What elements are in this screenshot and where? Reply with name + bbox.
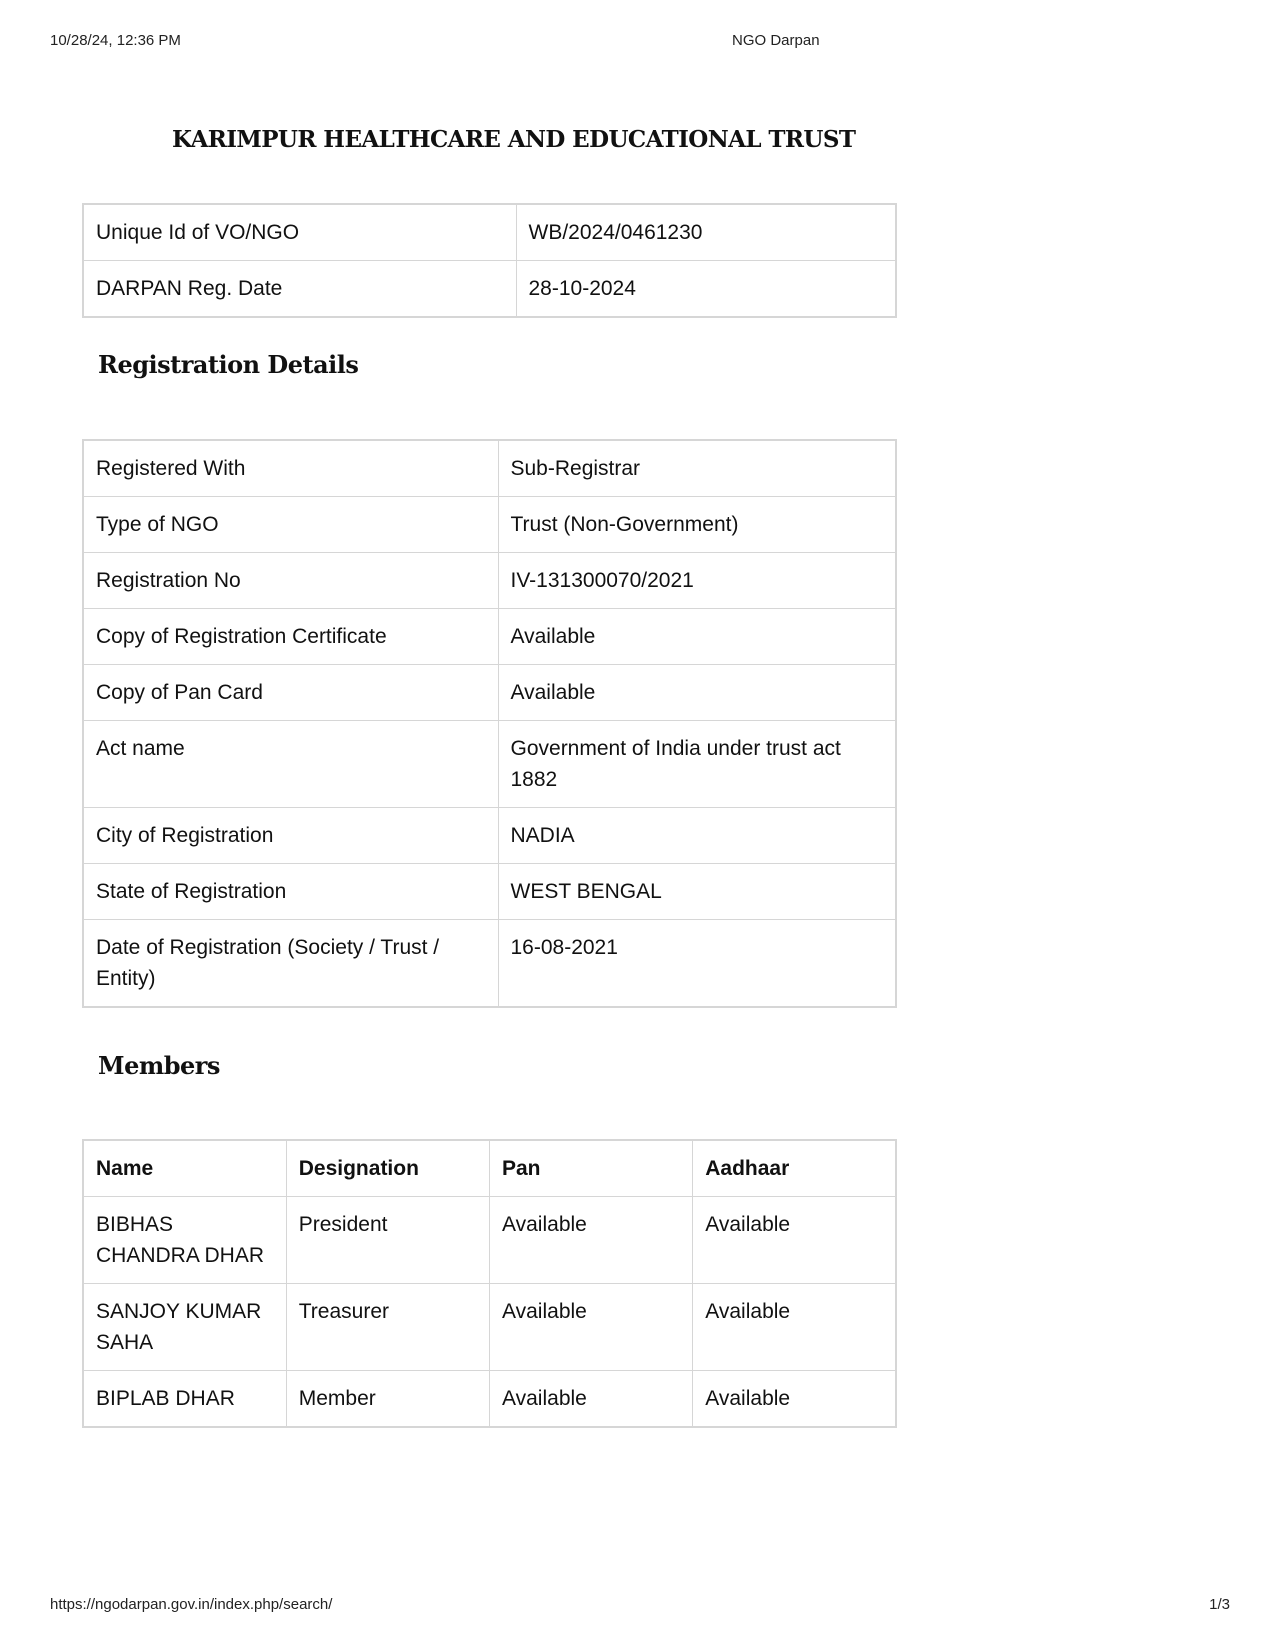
column-header-designation: Designation: [286, 1140, 489, 1197]
row-label: Date of Registration (Society / Trust / Entity): [83, 920, 498, 1008]
row-value: WEST BENGAL: [498, 864, 896, 920]
table-row: [83, 864, 896, 920]
row-label: City of Registration: [83, 808, 498, 864]
member-pan: Available: [490, 1371, 693, 1428]
table-row: [83, 440, 896, 497]
member-name: BIBHAS CHANDRA DHAR: [83, 1197, 286, 1284]
ngo-id-table: [82, 203, 897, 318]
table-row: [83, 609, 896, 665]
column-header-aadhaar: Aadhaar: [693, 1140, 896, 1197]
row-label: Copy of Registration Certificate: [83, 609, 498, 665]
table-row: [83, 1197, 896, 1284]
row-value: 28-10-2024: [516, 261, 896, 318]
table-row: [83, 920, 896, 1008]
member-aadhaar: Available: [693, 1371, 896, 1428]
print-header: [50, 32, 1230, 52]
member-designation: Member: [286, 1371, 489, 1428]
row-label: Act name: [83, 721, 498, 808]
row-value: Available: [498, 665, 896, 721]
table-row: [83, 261, 896, 318]
print-page-number: 1/3: [1209, 1596, 1230, 1613]
table-row: [83, 721, 896, 808]
member-designation: Treasurer: [286, 1284, 489, 1371]
table-row: [83, 497, 896, 553]
column-header-pan: Pan: [490, 1140, 693, 1197]
row-value: NADIA: [498, 808, 896, 864]
row-label: Registered With: [83, 440, 498, 497]
row-value: 16-08-2021: [498, 920, 896, 1008]
table-row: [83, 204, 896, 261]
row-value: Government of India under trust act 1882: [498, 721, 896, 808]
table-row: [83, 1371, 896, 1428]
table-row: [83, 553, 896, 609]
table-row: [83, 1284, 896, 1371]
print-page-title: NGO Darpan: [732, 32, 820, 49]
member-aadhaar: Available: [693, 1197, 896, 1284]
row-value: Available: [498, 609, 896, 665]
org-name-heading: KARIMPUR HEALTHCARE AND EDUCATIONAL TRUST: [172, 126, 856, 153]
row-label: Copy of Pan Card: [83, 665, 498, 721]
table-row: [83, 808, 896, 864]
row-label: Unique Id of VO/NGO: [83, 204, 516, 261]
members-table: [82, 1139, 897, 1428]
row-value: Trust (Non-Government): [498, 497, 896, 553]
member-name: BIPLAB DHAR: [83, 1371, 286, 1428]
row-value: WB/2024/0461230: [516, 204, 896, 261]
row-label: DARPAN Reg. Date: [83, 261, 516, 318]
row-label: Type of NGO: [83, 497, 498, 553]
member-designation: President: [286, 1197, 489, 1284]
members-heading: Members: [98, 1051, 220, 1080]
table-header-row: [83, 1140, 896, 1197]
registration-details-heading: Registration Details: [98, 350, 359, 379]
row-label: Registration No: [83, 553, 498, 609]
row-label: State of Registration: [83, 864, 498, 920]
member-pan: Available: [490, 1284, 693, 1371]
table-row: [83, 665, 896, 721]
member-pan: Available: [490, 1197, 693, 1284]
print-url: https://ngodarpan.gov.in/index.php/search/: [50, 1596, 333, 1613]
member-aadhaar: Available: [693, 1284, 896, 1371]
row-value: Sub-Registrar: [498, 440, 896, 497]
column-header-name: Name: [83, 1140, 286, 1197]
print-timestamp: 10/28/24, 12:36 PM: [50, 32, 181, 49]
registration-details-table: [82, 439, 897, 1008]
print-footer: [50, 1596, 1230, 1616]
member-name: SANJOY KUMAR SAHA: [83, 1284, 286, 1371]
row-value: IV-131300070/2021: [498, 553, 896, 609]
